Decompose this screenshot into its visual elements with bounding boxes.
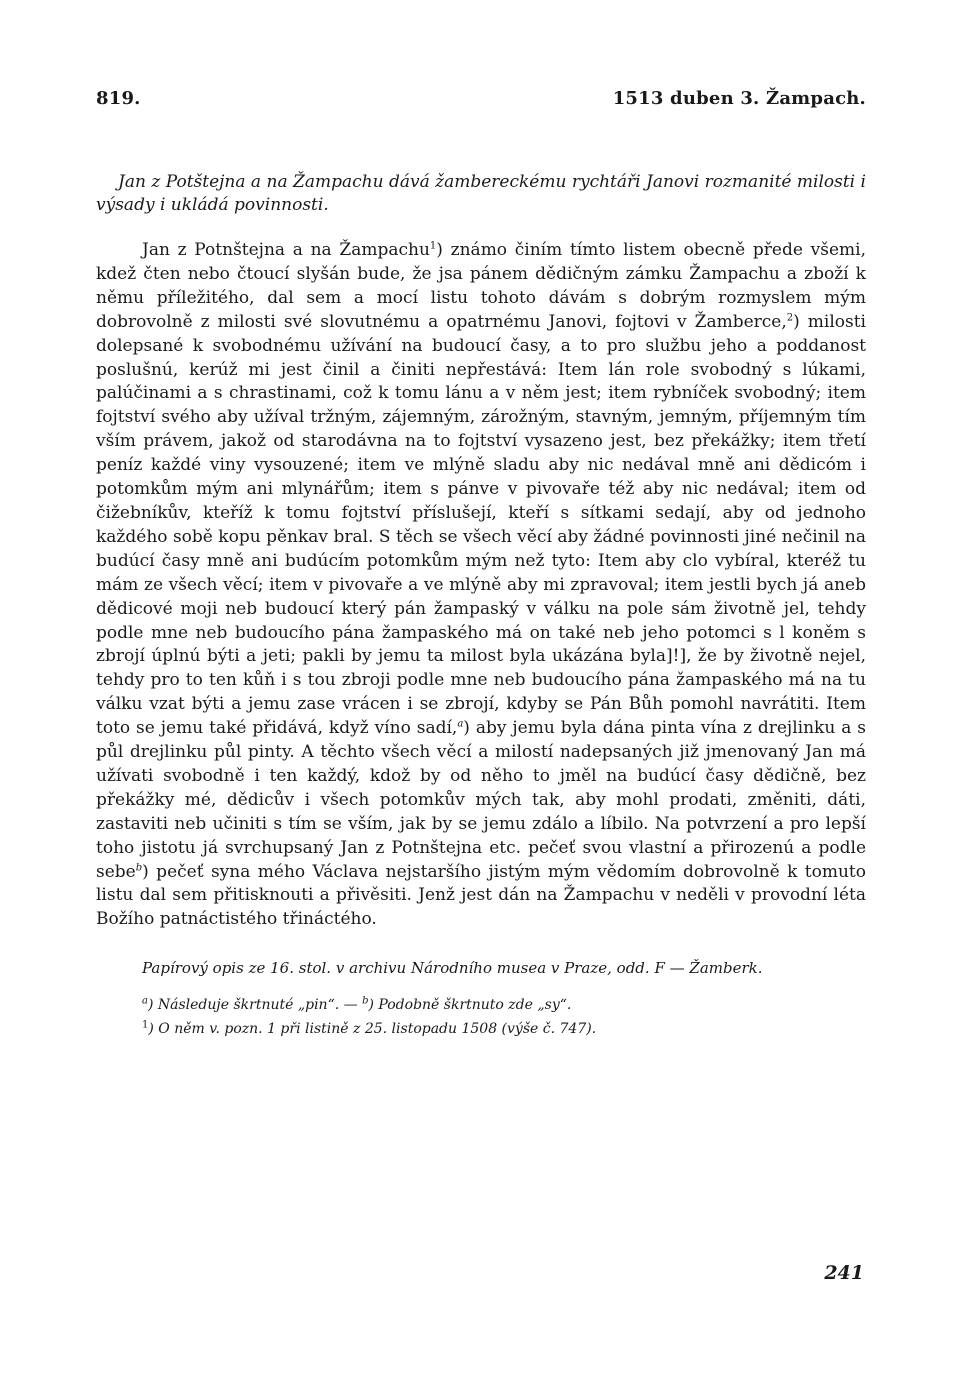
footnote-ref-2: 2	[786, 312, 794, 324]
body-part-1: Jan z Potnštejna a na Žampachu	[142, 240, 430, 260]
footnote-b-text: ) Podobně škrtnuto zde „sy“.	[368, 997, 572, 1014]
footnote-ref-1: 1	[429, 240, 437, 252]
footnote-ref-a: a	[457, 718, 464, 730]
footnotes	[96, 993, 866, 1041]
footnote-a-text: ) Následuje škrtnuté „pin“. —	[147, 997, 363, 1014]
footnote-text-critical	[96, 993, 866, 1017]
regest: Jan z Potštejna a na Žampachu dává žambereckému rychtáři Janovi rozmanité milosti i výsady i ukládá povinnosti.	[96, 172, 866, 215]
document-number: 819.	[96, 88, 141, 109]
body-part-2: ) známo činím tímto listem obecně přede všemi, kdež čten nebo čtoucí slyšán bude, že jsa pánem dědičným zámku Žampachu a zboží k němu příležitého, dal sem a mocí listu tohoto dávám s dobrým rozmyslem mým dobrovolně z milosti své slovutnému a opatrnému Janovi, fojtovi v Žamberce,	[96, 240, 866, 332]
body-part-4: ) aby jemu byla dána pinta vína z drejlinku a s půl drejlinku půl pinty. A těchto všech věcí a milostí nadepsaných již jmenovaný Jan má užívati svobodně i ten každý, kdož by od něho to jměl na budúcí časy dědičně, bez překážky mé, dědicův i všech potomkův mých tak, aby mohl prodati, změniti, dáti, zastaviti neb učiniti s tím se vším, jak by se jemu zdálo a líbilo. Na potvrzení a pro lepší toho jistotu já svrchupsaný Jan z Potnštejna etc. pečeť svou vlastní a přirozenú a podle sebe	[96, 718, 866, 882]
document-body	[96, 239, 866, 932]
page-header	[96, 88, 866, 109]
footnote-mark-1: 1	[142, 1019, 149, 1031]
document-date-place: 1513 duben 3. Žampach.	[612, 88, 866, 109]
footnote-text-1	[96, 1017, 866, 1041]
footnote-mark-b: b	[362, 995, 369, 1007]
footnote-1-text: ) O něm v. pozn. 1 při listině z 25. listopadu 1508 (výše č. 747).	[148, 1021, 597, 1038]
source-note: Papírový opis ze 16. stol. v archivu Národního musea v Praze, odd. F — Žamberk.	[142, 959, 763, 978]
body-part-3: ) milosti dolepsané k svobodnému užívání na budoucí časy, a to pro službu jeho a poddanost poslušnú, kerúž mi jest činil a činiti nepřestává: Item lán role svobodný s lúkami, palúčinami a s chrastinami, což k tomu lánu a v něm jest; item rybníček svobodný; item fojtství svého aby užíval tržným, zájemným, zárožným, stavným, jemným, příjemným tím vším právem, jakož od starodávna na to fojtství vysazeno jest, bez překážky; item třetí peníz každé viny vysouzené; item ve mlýně sladu aby nic nedával mně ani dědicóm i potomkům mým ani mlynářům; item s pánve v pivovaře též aby nic nedával; item od čižebníkův, kteříž k tomu fojtství příslušejí, kteří s sítkami sedají, aby od jednoho každého sobě kopu pěnkav bral. S těch se všech věcí aby žádné povinnosti jiné nečinil na budúcí časy mně ani budúcím potomkům mým než tyto: Item aby clo vybíral, kteréž tu mám ze všech věcí; item v pivovaře a ve mlýně aby mi zpravoval; item jestli bych já aneb dědicové moji neb budoucí který pán žampaský v válku na pole sám životně jel, tehdy podle mne neb budoucího pána žampaského má on také neb jeho potomci s l koněm s zbrojí úplnú býti a jeti; pakli by jemu ta milost byla ukázána byla]!], že by životně nejel, tehdy pro to ten kůň i s tou zbroji podle mne neb budoucího pána žampaského má na tu válku vzat býti a jemu zase vrácen i se zbrojí, kdyby se Pán Bůh pomohl navrátiti. Item toto se jemu také přidává, když víno sadí,	[96, 311, 866, 739]
document-page	[96, 88, 866, 1041]
footnote-mark-a: a	[142, 995, 148, 1007]
page-number: 241	[824, 1262, 864, 1284]
footnote-ref-b: b	[135, 861, 143, 873]
body-part-5: ) pečeť syna mého Václava nejstaršího jistým mým vědomím dobrovolně k tomuto listu dal sem přitisknouti a přivěsiti. Jenž jest dán na Žampachu v neděli v provodní léta Božího patnáctistého třináctého.	[96, 861, 866, 930]
